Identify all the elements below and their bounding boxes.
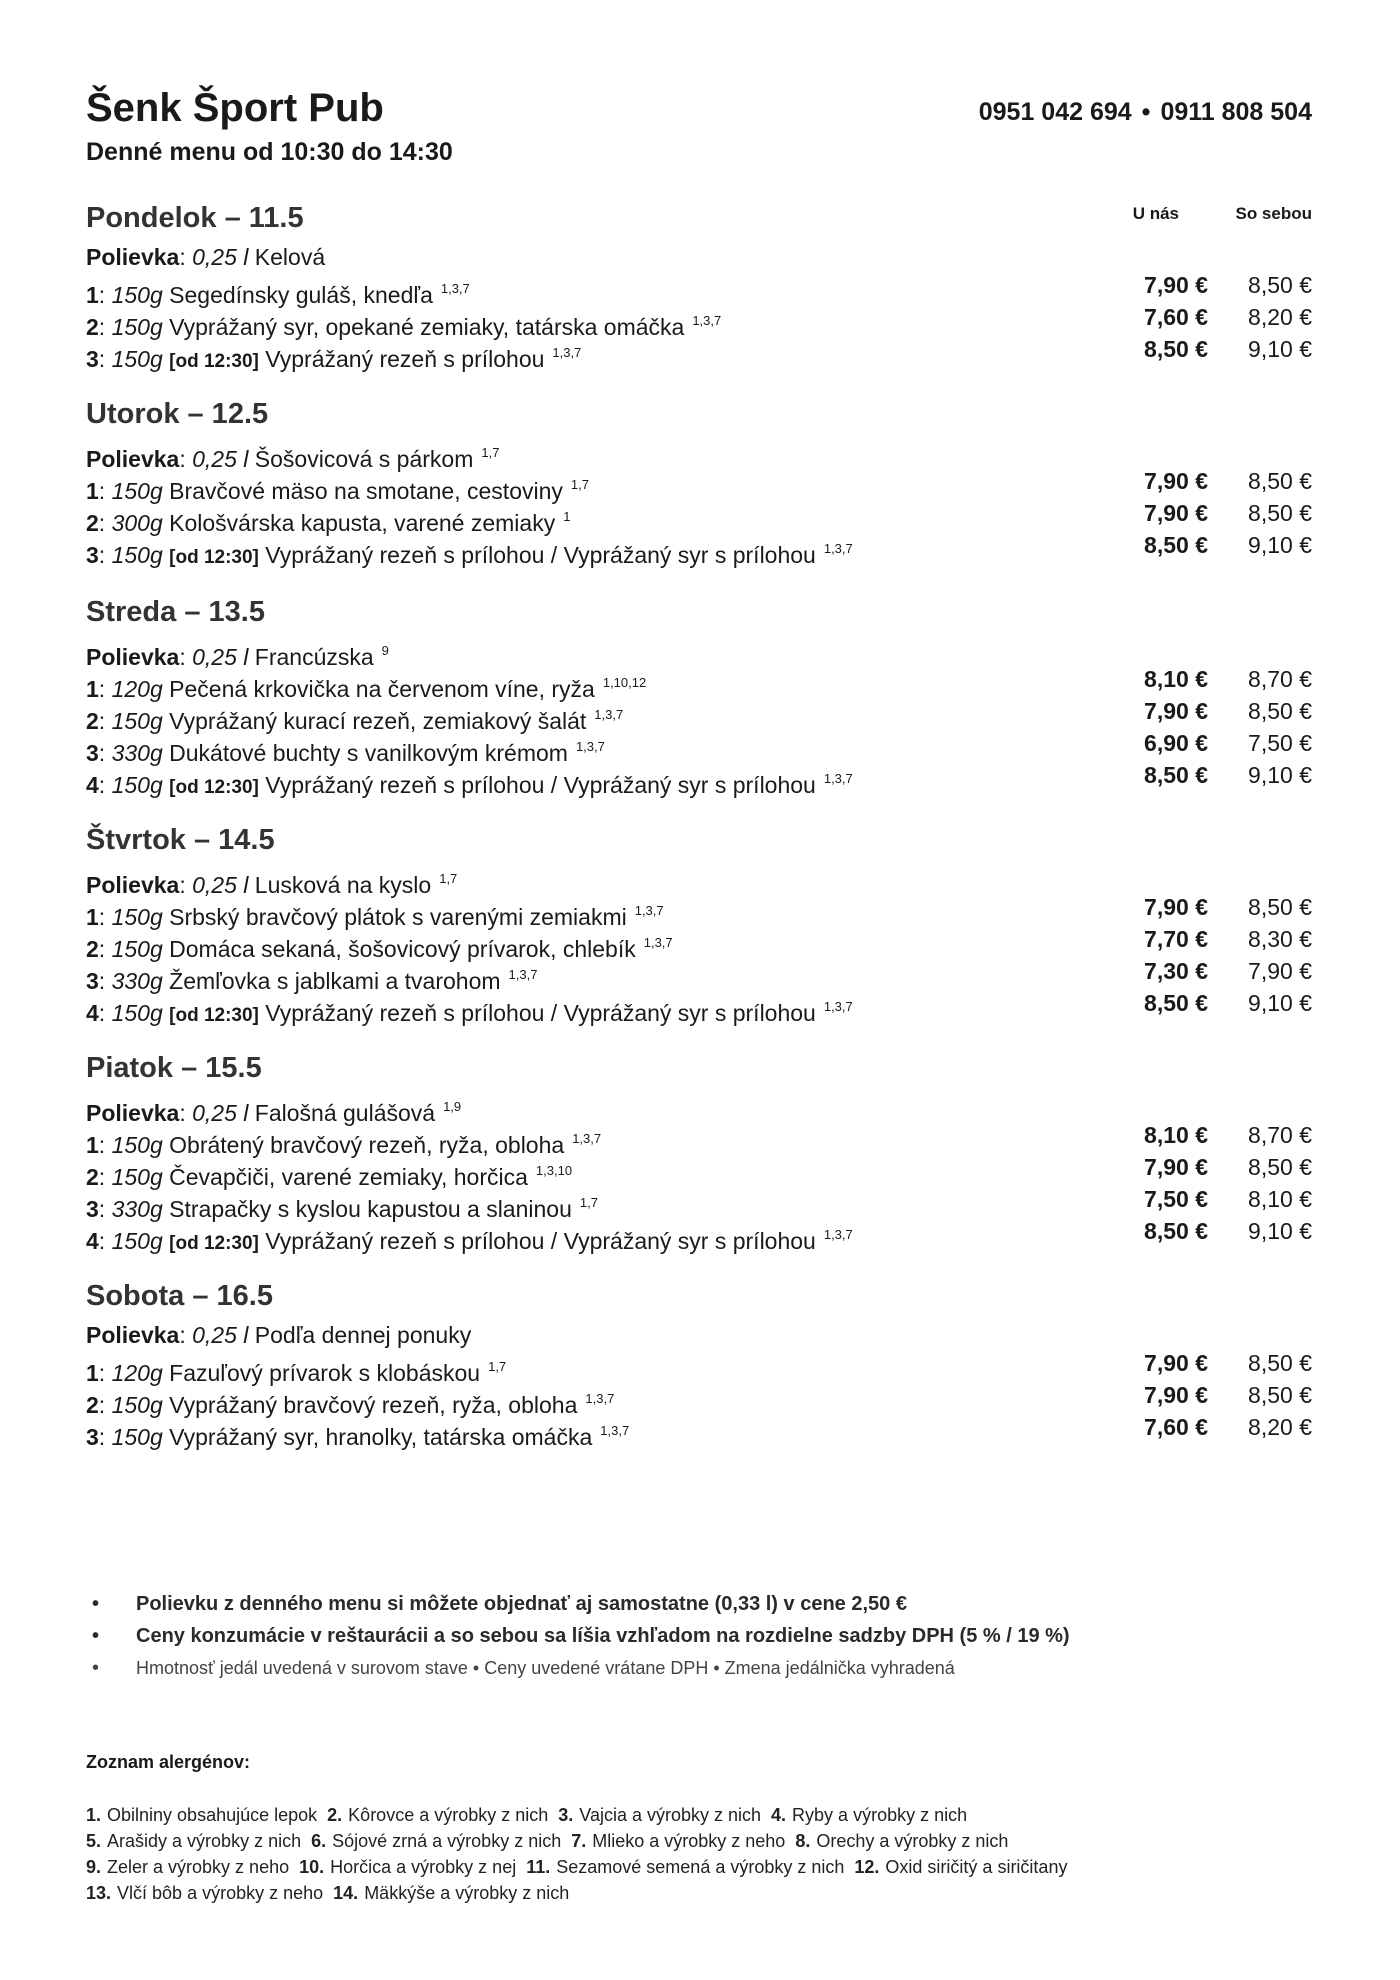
allergen-item	[86, 1831, 301, 1851]
day-section	[86, 1050, 1312, 1252]
item-number: 2	[86, 936, 99, 962]
allergen-name: Mäkkýše a výrobky z nich	[364, 1883, 570, 1903]
allergen-codes: 1,3,7	[585, 1391, 615, 1406]
price-here: 7,30 €	[1144, 958, 1208, 984]
item-weight: 150g	[111, 1000, 163, 1026]
allergen-codes: 1,3,7	[575, 739, 605, 754]
item-number: 3	[86, 346, 99, 372]
allergen-codes: 1,3,7	[823, 771, 853, 786]
allergen-line	[86, 1880, 1312, 1906]
price-takeaway: 8,50 €	[1248, 698, 1312, 724]
menu-item: 3: 150g [od 12:30] Vyprážaný rezeň s prílohou $^{1,3,7}$ 8,50 € 9,10 €	[86, 336, 1312, 372]
allergen-codes: 1,3,7	[823, 1227, 853, 1242]
item-weight: 120g	[111, 1360, 163, 1386]
soup-amount: 0,25 l	[192, 244, 249, 270]
item-number: 1	[86, 1360, 99, 1386]
allergen-item	[299, 1857, 516, 1877]
item-name: Vyprážaný syr, hranolky, tatárska omáčka	[169, 1424, 593, 1450]
phone-separator: •	[1141, 98, 1151, 126]
item-name: Žemľovka s jablkami a tvarohom	[169, 968, 501, 994]
allergen-item	[327, 1805, 548, 1825]
price-here: 8,50 €	[1144, 532, 1208, 558]
time-tag: [od 12:30]	[169, 1233, 259, 1254]
price-here: 8,10 €	[1144, 666, 1208, 692]
price-takeaway: 8,20 €	[1248, 304, 1312, 330]
allergen-codes: 1,10,12	[602, 675, 647, 690]
item-number: 4	[86, 1000, 99, 1026]
soup-name: Podľa dennej ponuky	[254, 1322, 472, 1348]
day-title: Piatok – 15.5	[86, 1052, 262, 1084]
day-section	[86, 200, 1312, 370]
allergen-number: 1.	[86, 1805, 102, 1825]
price-here: 7,90 €	[1144, 1154, 1208, 1180]
item-number: 2	[86, 510, 99, 536]
menu-item: 1: 120g Fazuľový prívarok s klobáskou $^{1,7}$ 7,90 € 8,50 €	[86, 1350, 1312, 1386]
header	[86, 84, 1312, 174]
allergen-item	[854, 1857, 1067, 1877]
day-title: Utorok – 12.5	[86, 398, 269, 430]
price-here: 8,50 €	[1144, 336, 1208, 362]
price-here: 7,90 €	[1144, 272, 1208, 298]
item-number: 1	[86, 282, 99, 308]
allergen-codes: 1,3,7	[823, 999, 853, 1014]
allergen-name: Vlčí bôb a výrobky z neho	[117, 1883, 324, 1903]
allergen-codes: 1,3,7	[508, 967, 538, 982]
day-title: Sobota – 16.5	[86, 1280, 273, 1312]
item-weight: 150g	[111, 1228, 163, 1254]
soup-name: Kelová	[254, 244, 326, 270]
price-takeaway: 8,50 €	[1248, 894, 1312, 920]
allergen-codes: 1	[563, 509, 571, 524]
item-name: Vyprážaný kurací rezeň, zemiakový šalát	[169, 708, 587, 734]
phone-1: 0951 042 694	[978, 98, 1132, 126]
item-name: Vyprážaný rezeň s prílohou / Vyprážaný syr s prílohou	[265, 542, 816, 568]
allergen-codes: 1,9	[443, 1099, 462, 1114]
allergen-codes: 1,3,10	[535, 1163, 573, 1178]
item-number: 1	[86, 1132, 99, 1158]
menu-item: 1: 150g Obrátený bravčový rezeň, ryža, obloha $^{1,3,7}$ 8,10 € 8,70 €	[86, 1122, 1312, 1158]
allergen-item	[333, 1883, 569, 1903]
column-header-here: U nás	[1132, 204, 1179, 223]
allergen-name: Kôrovce a výrobky z nich	[348, 1805, 549, 1825]
allergen-name: Sójové zrná a výrobky z nich	[332, 1831, 562, 1851]
item-weight: 330g	[111, 740, 163, 766]
item-weight: 150g	[111, 1424, 163, 1450]
item-name: Vyprážaný rezeň s prílohou / Vyprážaný syr s prílohou	[265, 772, 816, 798]
soup-name: Šošovicová s párkom	[254, 446, 474, 472]
menu-item: 3: 150g Vyprážaný syr, hranolky, tatárska omáčka $^{1,3,7}$ 7,60 € 8,20 €	[86, 1414, 1312, 1450]
soup-line: Polievka: 0,25 l Podľa dennej ponuky	[86, 1322, 472, 1348]
price-here: 8,50 €	[1144, 762, 1208, 788]
allergen-name: Horčica a výrobky z nej	[330, 1857, 517, 1877]
soup-name: Francúzska	[254, 644, 374, 670]
day-title: Streda – 13.5	[86, 596, 265, 628]
item-name: Bravčové mäso na smotane, cestoviny	[169, 478, 563, 504]
phone-numbers	[979, 96, 1312, 128]
allergen-codes: 1,7	[570, 477, 589, 492]
item-number: 2	[86, 1164, 99, 1190]
price-takeaway: 8,50 €	[1248, 1382, 1312, 1408]
allergen-name: Obilniny obsahujúce lepok	[107, 1805, 318, 1825]
item-name: Strapačky s kyslou kapustou a slaninou	[169, 1196, 572, 1222]
menu-item: 2: 150g Vyprážaný kurací rezeň, zemiakový šalát $^{1,3,7}$ 7,90 € 8,50 €	[86, 698, 1312, 734]
allergen-number: 9.	[86, 1857, 102, 1877]
item-weight: 150g	[111, 708, 163, 734]
allergen-codes: 1,3,7	[692, 313, 722, 328]
item-weight: 150g	[111, 936, 163, 962]
price-here: 7,70 €	[1144, 926, 1208, 952]
item-name: Dukátové buchty s vanilkovým krémom	[169, 740, 568, 766]
day-section	[86, 822, 1312, 1024]
price-takeaway: 8,10 €	[1248, 1186, 1312, 1212]
allergen-codes: 1,3,7	[823, 541, 853, 556]
price-takeaway: 8,30 €	[1248, 926, 1312, 952]
item-name: Vyprážaný rezeň s prílohou / Vyprážaný syr s prílohou	[265, 1000, 816, 1026]
item-weight: 150g	[111, 542, 163, 568]
allergen-number: 13.	[86, 1883, 112, 1903]
day-section	[86, 396, 1312, 566]
soup-label: Polievka	[86, 872, 180, 898]
price-here: 7,90 €	[1144, 894, 1208, 920]
allergen-number: 14.	[333, 1883, 359, 1903]
soup-label: Polievka	[86, 446, 180, 472]
allergen-line	[86, 1828, 1312, 1854]
price-takeaway: 8,20 €	[1248, 1414, 1312, 1440]
item-weight: 150g	[111, 346, 163, 372]
allergen-name: Mlieko a výrobky z neho	[592, 1831, 786, 1851]
menu-item: 2: 150g Čevapčiči, varené zemiaky, horčica $^{1,3,10}$ 7,90 € 8,50 €	[86, 1154, 1312, 1190]
allergen-item	[86, 1857, 289, 1877]
allergen-item	[571, 1831, 785, 1851]
menu-item: 3: 150g [od 12:30] Vyprážaný rezeň s prílohou / Vyprážaný syr s prílohou $^{1,3,7}$ 8,50 € 9,10 €	[86, 532, 1312, 568]
notes	[86, 1588, 1312, 1684]
item-name: Pečená krkovička na červenom víne, ryža	[169, 676, 595, 702]
menu-item: 2: 150g Domáca sekaná, šošovicový prívarok, chlebík $^{1,3,7}$ 7,70 € 8,30 €	[86, 926, 1312, 962]
allergen-name: Arašidy a výrobky z nich	[107, 1831, 302, 1851]
price-takeaway: 9,10 €	[1248, 336, 1312, 362]
menu-item: 4: 150g [od 12:30] Vyprážaný rezeň s prílohou / Vyprážaný syr s prílohou $^{1,3,7}$ 8,50 € 9,10 €	[86, 990, 1312, 1026]
allergen-number: 3.	[558, 1805, 574, 1825]
item-weight: 150g	[111, 282, 163, 308]
item-name: Srbský bravčový plátok s varenými zemiakmi	[169, 904, 627, 930]
price-takeaway: 7,50 €	[1248, 730, 1312, 756]
allergen-name: Ryby a výrobky z nich	[792, 1805, 968, 1825]
item-name: Kološvárska kapusta, varené zemiaky	[169, 510, 556, 536]
item-name: Segedínsky guláš, knedľa	[169, 282, 433, 308]
price-takeaway: 9,10 €	[1248, 762, 1312, 788]
pub-name: Šenk Šport Pub	[86, 86, 384, 130]
price-here: 7,90 €	[1144, 1350, 1208, 1376]
time-tag: [od 12:30]	[169, 547, 259, 568]
allergen-codes: 1,3,7	[600, 1423, 630, 1438]
item-number: 1	[86, 478, 99, 504]
time-tag: [od 12:30]	[169, 351, 259, 372]
item-number: 3	[86, 1424, 99, 1450]
menu-item: 3: 330g Strapačky s kyslou kapustou a slaninou $^{1,7}$ 7,50 € 8,10 €	[86, 1186, 1312, 1222]
allergen-codes: 1,7	[481, 445, 500, 460]
allergen-number: 5.	[86, 1831, 102, 1851]
price-takeaway: 8,50 €	[1248, 1154, 1312, 1180]
soup-line: Polievka: 0,25 l Kelová	[86, 244, 326, 270]
allergen-item	[771, 1805, 967, 1825]
allergen-name: Zeler a výrobky z neho	[107, 1857, 290, 1877]
allergen-codes: 1,3,7	[552, 345, 582, 360]
day-title: Pondelok – 11.5	[86, 202, 304, 234]
menu-item: 4: 150g [od 12:30] Vyprážaný rezeň s prílohou / Vyprážaný syr s prílohou $^{1,3,7}$ 8,50 € 9,10 €	[86, 1218, 1312, 1254]
menu-hours: Denné menu od 10:30 do 14:30	[86, 138, 453, 166]
price-takeaway: 8,70 €	[1248, 666, 1312, 692]
menu-item: 1: 150g Segedínsky guláš, knedľa $^{1,3,7}$ 7,90 € 8,50 €	[86, 272, 1312, 308]
price-here: 7,90 €	[1144, 1382, 1208, 1408]
item-name: Vyprážaný rezeň s prílohou / Vyprážaný syr s prílohou	[265, 1228, 816, 1254]
item-weight: 150g	[111, 314, 163, 340]
menu-item: 2: 150g Vyprážaný bravčový rezeň, ryža, obloha $^{1,3,7}$ 7,90 € 8,50 €	[86, 1382, 1312, 1418]
price-here: 7,60 €	[1144, 304, 1208, 330]
menu-item: 3: 330g Dukátové buchty s vanilkovým krémom $^{1,3,7}$ 6,90 € 7,50 €	[86, 730, 1312, 766]
allergen-number: 10.	[299, 1857, 325, 1877]
allergen-number: 12.	[854, 1857, 880, 1877]
item-number: 4	[86, 772, 99, 798]
allergen-name: Orechy a výrobky z nich	[816, 1831, 1009, 1851]
item-number: 1	[86, 904, 99, 930]
allergen-number: 7.	[571, 1831, 587, 1851]
day-section	[86, 1278, 1312, 1448]
allergen-codes: 1,3,7	[634, 903, 664, 918]
item-name: Vyprážaný syr, opekané zemiaky, tatárska omáčka	[169, 314, 685, 340]
time-tag: [od 12:30]	[169, 1005, 259, 1026]
price-takeaway: 9,10 €	[1248, 532, 1312, 558]
column-header-takeaway: So sebou	[1235, 204, 1312, 223]
allergen-codes: 1,3,7	[643, 935, 673, 950]
allergen-number: 6.	[311, 1831, 327, 1851]
item-number: 2	[86, 708, 99, 734]
soup-line: Polievka: 0,25 l Falošná gulášová $^{1,9}$	[86, 1099, 462, 1126]
price-takeaway: 9,10 €	[1248, 1218, 1312, 1244]
soup-amount: 0,25 l	[192, 644, 249, 670]
price-here: 7,90 €	[1144, 500, 1208, 526]
item-name: Domáca sekaná, šošovicový prívarok, chlebík	[169, 936, 636, 962]
price-takeaway: 8,70 €	[1248, 1122, 1312, 1148]
price-here: 7,90 €	[1144, 698, 1208, 724]
day-title: Štvrtok – 14.5	[86, 824, 275, 856]
allergen-codes: 1,7	[488, 1359, 507, 1374]
item-weight: 150g	[111, 478, 163, 504]
soup-amount: 0,25 l	[192, 446, 249, 472]
item-number: 3	[86, 968, 99, 994]
allergen-item	[795, 1831, 1008, 1851]
soup-amount: 0,25 l	[192, 872, 249, 898]
allergen-list-title: Zoznam alergénov:	[86, 1752, 251, 1772]
phone-2: 0911 808 504	[1160, 98, 1312, 126]
price-here: 6,90 €	[1144, 730, 1208, 756]
soup-name: Falošná gulášová	[254, 1100, 436, 1126]
note-soup: • Polievku z denného menu si môžete objednať aj samostatne (0,33 l) v cene 2,50 €	[86, 1588, 1312, 1620]
item-weight: 300g	[111, 510, 163, 536]
item-name: Obrátený bravčový rezeň, ryža, obloha	[169, 1132, 565, 1158]
soup-label: Polievka	[86, 1322, 180, 1348]
soup-amount: 0,25 l	[192, 1322, 249, 1348]
allergen-codes: 1,7	[579, 1195, 598, 1210]
item-weight: 150g	[111, 1132, 163, 1158]
item-number: 3	[86, 1196, 99, 1222]
price-takeaway: 8,50 €	[1248, 500, 1312, 526]
soup-amount: 0,25 l	[192, 1100, 249, 1126]
item-weight: 150g	[111, 1392, 163, 1418]
item-name: Fazuľový prívarok s klobáskou	[169, 1360, 481, 1386]
item-number: 2	[86, 314, 99, 340]
item-weight: 330g	[111, 968, 163, 994]
item-weight: 150g	[111, 904, 163, 930]
price-takeaway: 8,50 €	[1248, 272, 1312, 298]
item-weight: 330g	[111, 1196, 163, 1222]
item-weight: 150g	[111, 772, 163, 798]
soup-name: Lusková na kyslo	[254, 872, 432, 898]
allergen-codes: 1,7	[439, 871, 458, 886]
item-weight: 120g	[111, 676, 163, 702]
item-number: 3	[86, 542, 99, 568]
item-weight: 150g	[111, 1164, 163, 1190]
day-section	[86, 594, 1312, 796]
menu-item: 3: 330g Žemľovka s jablkami a tvarohom $^{1,3,7}$ 7,30 € 7,90 €	[86, 958, 1312, 994]
menu-item: 2: 300g Kološvárska kapusta, varené zemiaky $^1$ 7,90 € 8,50 €	[86, 500, 1312, 536]
item-name: Vyprážaný bravčový rezeň, ryža, obloha	[169, 1392, 578, 1418]
price-takeaway: 9,10 €	[1248, 990, 1312, 1016]
price-here: 8,50 €	[1144, 990, 1208, 1016]
soup-line: Polievka: 0,25 l Francúzska $^9$	[86, 643, 389, 670]
price-takeaway: 7,90 €	[1248, 958, 1312, 984]
price-here: 7,90 €	[1144, 468, 1208, 494]
allergen-codes: 1,3,7	[440, 281, 470, 296]
item-number: 3	[86, 740, 99, 766]
soup-label: Polievka	[86, 244, 180, 270]
allergen-item	[86, 1883, 323, 1903]
allergen-list	[86, 1802, 1312, 1906]
allergen-item	[526, 1857, 844, 1877]
allergen-codes: 9	[381, 643, 389, 658]
soup-line: Polievka: 0,25 l Lusková na kyslo $^{1,7}$	[86, 871, 458, 898]
allergen-number: 11.	[526, 1857, 551, 1877]
menu-item: 1: 150g Bravčové mäso na smotane, cestoviny $^{1,7}$ 7,90 € 8,50 €	[86, 468, 1312, 504]
item-name: Vyprážaný rezeň s prílohou	[265, 346, 545, 372]
item-name: Čevapčiči, varené zemiaky, horčica	[169, 1164, 528, 1190]
allergen-line	[86, 1854, 1312, 1880]
allergen-item	[558, 1805, 761, 1825]
allergen-codes: 1,3,7	[572, 1131, 602, 1146]
menu-item: 4: 150g [od 12:30] Vyprážaný rezeň s prílohou / Vyprážaný syr s prílohou $^{1,3,7}$ 8,50 € 9,10 €	[86, 762, 1312, 798]
note-vat: • Ceny konzumácie v reštaurácii a so sebou sa líšia vzhľadom na rozdielne sadzby DPH (5 % / 19 %)	[86, 1620, 1312, 1652]
menu-item: 1: 150g Srbský bravčový plátok s varenými zemiakmi $^{1,3,7}$ 7,90 € 8,50 €	[86, 894, 1312, 930]
allergen-name: Sezamové semená a výrobky z nich	[556, 1857, 845, 1877]
soup-line: Polievka: 0,25 l Šošovicová s párkom $^{1,7}$	[86, 445, 500, 472]
allergen-number: 4.	[771, 1805, 787, 1825]
menu-item: 1: 120g Pečená krkovička na červenom víne, ryža $^{1,10,12}$ 8,10 € 8,70 €	[86, 666, 1312, 702]
price-here: 7,60 €	[1144, 1414, 1208, 1440]
allergen-name: Vajcia a výrobky z nich	[579, 1805, 762, 1825]
note-info: • Hmotnosť jedál uvedená v surovom stave • Ceny uvedené vrátane DPH • Zmena jedálnička vyhradená	[86, 1652, 1312, 1684]
item-number: 2	[86, 1392, 99, 1418]
allergen-item	[86, 1805, 317, 1825]
price-here: 8,50 €	[1144, 1218, 1208, 1244]
allergen-item	[311, 1831, 561, 1851]
allergen-number: 8.	[795, 1831, 811, 1851]
allergen-number: 2.	[327, 1805, 343, 1825]
time-tag: [od 12:30]	[169, 777, 259, 798]
menu-item: 2: 150g Vyprážaný syr, opekané zemiaky, tatárska omáčka $^{1,3,7}$ 7,60 € 8,20 €	[86, 304, 1312, 340]
price-takeaway: 8,50 €	[1248, 468, 1312, 494]
allergen-name: Oxid siričitý a siričitany	[885, 1857, 1068, 1877]
soup-label: Polievka	[86, 1100, 180, 1126]
item-number: 4	[86, 1228, 99, 1254]
price-here: 8,10 €	[1144, 1122, 1208, 1148]
allergen-line	[86, 1802, 1312, 1828]
price-takeaway: 8,50 €	[1248, 1350, 1312, 1376]
item-number: 1	[86, 676, 99, 702]
allergen-codes: 1,3,7	[594, 707, 624, 722]
soup-label: Polievka	[86, 644, 180, 670]
price-here: 7,50 €	[1144, 1186, 1208, 1212]
